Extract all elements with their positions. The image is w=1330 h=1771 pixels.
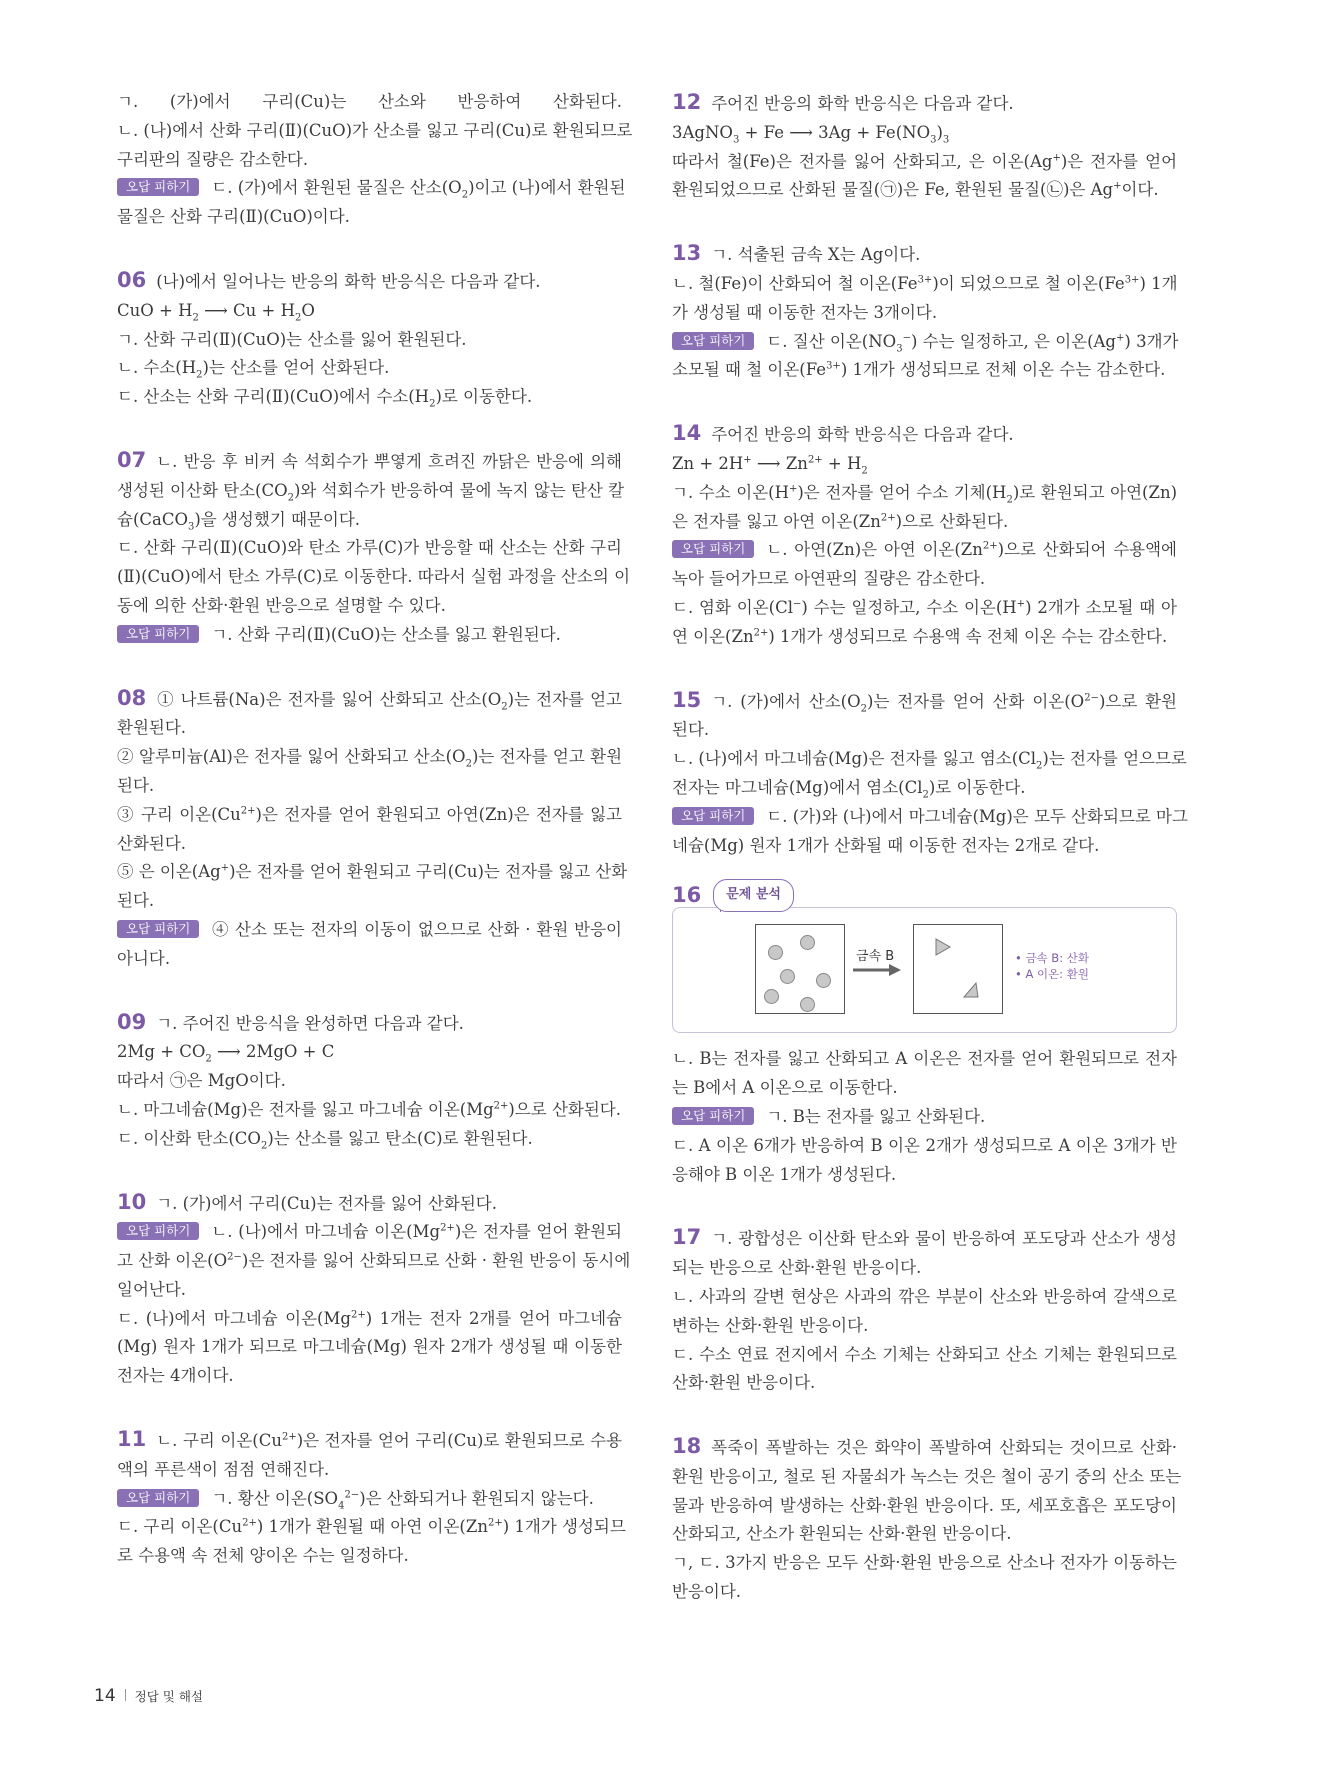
- figure-note: • 금속 B: 산화: [1015, 951, 1089, 966]
- answer-line: 반응이다.: [672, 1582, 742, 1602]
- question-number: 17: [672, 1225, 702, 1250]
- equation: Zn + 2H+ ⟶ $Zn^{2+} + H_2$: [672, 453, 868, 477]
- b-ions: [914, 925, 1002, 1013]
- avoid-wrong-badge: 오답 피하기: [672, 1107, 754, 1125]
- answer-line: 된다.: [117, 891, 155, 911]
- problem-analysis-tag: 문제 분석: [713, 879, 794, 912]
- answer-line: ㄷ. 이산화 탄소$(CO_2)$는 산소를 잃고 탄소(C)로 환원된다.: [117, 1128, 533, 1151]
- answer-line: 물질은 산화 구리(Ⅱ)(CuO)이다.: [117, 207, 350, 227]
- equation: $2Mg + CO_2$ ⟶ 2MgO + C: [117, 1042, 335, 1065]
- avoid-wrong-badge: 오답 피하기: [117, 920, 199, 938]
- question-number: 11: [117, 1427, 147, 1452]
- question-17: 17 ㄱ. 광합성은 이산화 탄소와 물이 반응하여 포도당과 산소가 생성: [672, 1225, 1177, 1250]
- answer-line: 생성된 이산화 탄소$(CO_2)$와 석회수가 반응하여 물에 녹지 않는 탄산 칼: [117, 480, 625, 504]
- avoid-wrong-badge: 오답 피하기: [117, 1489, 199, 1507]
- question-number: 06: [117, 267, 147, 292]
- reaction-figure: [672, 907, 1177, 1033]
- answer-line: 오답 피하기 ㄱ. B는 전자를 잃고 산화된다.: [672, 1103, 1177, 1132]
- answer-line: 오답 피하기 ㄷ. (가)에서 환원된 물질은 산소$(O_2)$이고 (나)에서 환원된: [117, 174, 622, 203]
- right-arrow-icon: [853, 964, 901, 976]
- answer-line: 은 전자를 잃고 아연 이온$(Zn^{2+})$으로 산화된다.: [672, 511, 1009, 531]
- answer-line: ㄷ. 산소는 산화 구리(Ⅱ)(CuO)에서 수소$(H_2)$로 이동한다.: [117, 387, 533, 410]
- a-ion: [800, 997, 815, 1012]
- question-number: 09: [117, 1009, 147, 1034]
- answer-line: 된다.: [117, 775, 155, 795]
- answer-line: ㄷ. A 이온 6개가 반응하여 B 이온 2개가 생성되므로 A 이온 3개가 반: [672, 1135, 1177, 1155]
- answer-line: ㄱ. (가)에서 구리(Cu)는 산소와 반응하여 산화된다.: [117, 92, 622, 111]
- answer-line: ㄱ. 수소 이온(H+)은 전자를 얻어 수소 기체$(H_2)$로 환원되고 아연(Zn): [672, 482, 1178, 506]
- answer-line: 응해야 B 이온 1개가 생성된다.: [672, 1164, 897, 1184]
- question-06: 06 (나)에서 일어나는 반응의 화학 반응식은 다음과 같다.: [117, 267, 541, 292]
- answer-line: 아니다.: [117, 948, 171, 968]
- a-ion: [768, 945, 783, 960]
- figure-note: • A 이온: 환원: [1015, 967, 1089, 982]
- a-ion: [764, 989, 779, 1004]
- answer-line: ㄴ. 철(Fe)이 산화되어 철 이온$(Fe^{3+})$이 되었으므로 철 이온$(Fe^{3+})$ 1개: [672, 273, 1178, 293]
- answer-line: 는 B에서 A 이온으로 이동한다.: [672, 1078, 898, 1098]
- answer-line: 오답 피하기 ㄱ. 산화 구리(Ⅱ)(CuO)는 산소를 잃고 환원된다.: [117, 621, 622, 650]
- answer-line: ㄷ. 염화 이온(Cl−) 수는 일정하고, 수소 이온(H+) 2개가 소모될 때 아: [672, 597, 1177, 617]
- answer-line: 오답 피하기 ㄴ. 아연(Zn)은 아연 이온$(Zn^{2+})$으로 산화되어 수용액에: [672, 536, 1177, 565]
- answer-line: 가 생성될 때 이동한 전자는 3개이다.: [672, 302, 938, 322]
- page-footer: [94, 1686, 203, 1706]
- answer-line: 된다.: [672, 720, 710, 740]
- avoid-wrong-badge: 오답 피하기: [117, 1222, 199, 1240]
- answer-line: 오답 피하기 ㄱ. 황산 이온$(SO_4^{2-})$은 산화되거나 환원되지 않는다.: [117, 1485, 622, 1514]
- left-column: [117, 88, 633, 1571]
- answer-line: ㄴ. 마그네슘(Mg)은 전자를 잃고 마그네슘 이온$(Mg^{2+})$으로 산화된다.: [117, 1099, 621, 1119]
- answer-line: 전자는 4개이다.: [117, 1366, 234, 1386]
- question-16-header: [672, 880, 1177, 910]
- answer-line: 소모될 때 철 이온$(Fe^{3+})$ 1개가 생성되므로 전체 이온 수는 감소한다.: [672, 360, 1166, 380]
- answer-line: ㄴ. 사과의 갈변 현상은 사과의 깎은 부분이 산소와 반응하여 갈색으로: [672, 1286, 1177, 1306]
- question-08: 08 ① 나트륨(Na)은 전자를 잃어 산화되고 산소$(O_2)$는 전자를 얻고: [117, 685, 622, 712]
- avoid-wrong-badge: 오답 피하기: [672, 540, 754, 558]
- question-number: 07: [117, 447, 147, 472]
- question-11: 11 ㄴ. 구리 이온$(Cu^{2+})$은 전자를 얻어 구리(Cu)로 환원되므로 수용: [117, 1427, 622, 1452]
- answer-line: 변하는 산화·환원 반응이다.: [672, 1315, 869, 1335]
- answer-line: ㄱ. 산화 구리(Ⅱ)(CuO)는 산소를 잃어 환원된다.: [117, 329, 467, 349]
- answer-line: ㄷ. 구리 이온$(Cu^{2+})$ 1개가 환원될 때 아연 이온$(Zn^{2+})$ 1개가 생성되므: [117, 1517, 626, 1537]
- answer-line: 산화되고, 산소가 환원되는 산화·환원 반응이다.: [672, 1524, 1012, 1544]
- answer-line: 산화·환원 반응이다.: [672, 1373, 816, 1393]
- question-07: 07 ㄴ. 반응 후 비커 속 석회수가 뿌옇게 흐려진 까닭은 반응에 의해: [117, 447, 622, 472]
- equation: CuO + $H_2$ ⟶ $Cu + H_2O$: [117, 300, 315, 324]
- answer-line: 환원되었으므로 산화된 물질(㉠)은 Fe, 환원된 물질(㉡)은 Ag+이다.: [672, 180, 1159, 200]
- answer-line: 환원된다.: [117, 718, 187, 738]
- answer-line: 구리판의 질량은 감소한다.: [117, 149, 309, 169]
- answer-line: ㄴ. (나)에서 마그네슘(Mg)은 전자를 잃고 염소$(Cl_2)$는 전자를 얻으므로: [672, 749, 1187, 772]
- answer-line: 슘(CaCO$_3$)을 생성했기 때문이다.: [117, 509, 360, 532]
- answer-line: 물과 반응하여 발생하는 산화·환원 반응이다. 또, 세포호흡은 포도당이: [672, 1495, 1177, 1515]
- question-number: 08: [117, 685, 147, 710]
- question-13: 13 ㄱ. 석출된 금속 X는 Ag이다.: [672, 241, 921, 266]
- answer-line: 녹아 들어가므로 아연판의 질량은 감소한다.: [672, 569, 986, 589]
- question-10: 10 ㄱ. (가)에서 구리(Cu)는 전자를 잃어 산화된다.: [117, 1189, 497, 1214]
- arrow-label: 금속 B: [856, 949, 895, 965]
- answer-line: 따라서 철(Fe)은 전자를 잃어 산화되고, 은 이온(Ag+)은 전자를 얻어: [672, 151, 1178, 171]
- page-number: 14: [94, 1686, 116, 1706]
- question-09: 09 ㄱ. 주어진 반응식을 완성하면 다음과 같다.: [117, 1009, 464, 1034]
- answer-line: 고 산화 이온$(O^{2-})$은 전자를 잃어 산화되므로 산화 · 환원 반응이 동시에: [117, 1251, 631, 1271]
- answer-line: (Mg) 원자 1개가 되므로 마그네슘(Mg) 원자 2개가 생성될 때 이동한: [117, 1337, 622, 1357]
- question-number: 14: [672, 421, 702, 446]
- answer-line: ㄷ. 수소 연료 전지에서 수소 기체는 산화되고 산소 기체는 환원되므로: [672, 1344, 1177, 1364]
- avoid-wrong-badge: 오답 피하기: [117, 625, 199, 643]
- question-12: 12 주어진 반응의 화학 반응식은 다음과 같다.: [672, 90, 1014, 114]
- answer-line: ③ 구리 이온$(Cu^{2+})$은 전자를 얻어 환원되고 아연(Zn)은 전자를 잃고: [117, 804, 622, 824]
- b-ion: [964, 983, 978, 997]
- beaker-after: [913, 924, 1003, 1014]
- answer-line: 산화된다.: [117, 833, 187, 853]
- a-ion: [816, 973, 831, 988]
- equation: 3AgNO$_3$ + Fe ⟶ $3Ag + Fe(NO_3)_3$: [672, 122, 950, 146]
- answer-line: ㄴ. B는 전자를 잃고 산화되고 A 이온은 전자를 얻어 환원되므로 전자: [672, 1049, 1177, 1069]
- answer-line: 따라서 ㉠은 MgO이다.: [117, 1071, 286, 1091]
- question-number: 15: [672, 687, 702, 712]
- right-column: [672, 88, 1188, 1607]
- question-number: 16: [672, 882, 702, 907]
- answer-line: 네슘(Mg) 원자 1개가 산화될 때 이동한 전자는 2개로 같다.: [672, 835, 1100, 855]
- answer-line: ㄷ. 산화 구리(Ⅱ)(CuO)와 탄소 가루(C)가 반응할 때 산소는 산화 구리: [117, 538, 622, 558]
- answer-line: ⑤ 은 이온(Ag+)은 전자를 얻어 환원되고 구리(Cu)는 전자를 잃고 산화: [117, 862, 628, 882]
- answer-line: 동에 의한 산화·환원 반응으로 설명할 수 있다.: [117, 595, 446, 615]
- answer-line: (Ⅱ)(CuO)에서 탄소 가루(C)로 이동한다. 따라서 실험 과정을 산소의 이: [117, 567, 631, 587]
- answer-line: 액의 푸른색이 점점 연해진다.: [117, 1459, 330, 1479]
- question-number: 10: [117, 1189, 147, 1214]
- answer-line: ㄴ. (나)에서 산화 구리(Ⅱ)(CuO)가 산소를 잃고 구리(Cu)로 환원되므로: [117, 120, 633, 140]
- question-number: 13: [672, 241, 702, 266]
- question-15: 15 ㄱ. (가)에서 산소$(O_2)$는 전자를 얻어 산화 이온$(O^{2-})$으로 환원: [672, 687, 1177, 714]
- question-number: 18: [672, 1434, 702, 1459]
- beaker-before: [755, 924, 845, 1014]
- avoid-wrong-badge: 오답 피하기: [117, 178, 199, 196]
- a-ion: [780, 969, 795, 984]
- answer-line: 연 이온$(Zn^{2+})$ 1개가 생성되므로 수용액 속 전체 이온 수는 감소한다.: [672, 626, 1168, 646]
- avoid-wrong-badge: 오답 피하기: [672, 807, 754, 825]
- answer-line: 로 수용액 속 전체 양이온 수는 일정하다.: [117, 1546, 409, 1566]
- footer-divider: [125, 1689, 126, 1701]
- answer-line: ② 알루미늄(Al)은 전자를 잃어 산화되고 산소$(O_2)$는 전자를 얻고 환원: [117, 747, 623, 770]
- avoid-wrong-badge: 오답 피하기: [672, 332, 754, 350]
- answer-line: ㄱ, ㄷ. 3가지 반응은 모두 산화·환원 반응으로 산소나 전자가 이동하는: [672, 1553, 1177, 1573]
- answer-line: 오답 피하기 ㄷ. 질산 이온$(NO_3^-)$ 수는 일정하고, 은 이온(Ag+) 3개가: [672, 328, 1177, 357]
- answer-line: 오답 피하기 ㄷ. (가)와 (나)에서 마그네슘(Mg)은 모두 산화되므로 마그: [672, 803, 1177, 832]
- question-14: 14 주어진 반응의 화학 반응식은 다음과 같다.: [672, 421, 1014, 446]
- answer-line: 환원 반응이고, 철로 된 자물쇠가 녹스는 것은 철이 공기 중의 산소 또는: [672, 1466, 1182, 1486]
- answer-line: 오답 피하기 ㄴ. (나)에서 마그네슘 이온$(Mg^{2+})$은 전자를 얻어 환원되: [117, 1218, 622, 1247]
- answer-line: ㄴ. 수소$(H_2)$는 산소를 얻어 산화된다.: [117, 358, 390, 381]
- question-18: 18 폭죽이 폭발하는 것은 화약이 폭발하여 산화되는 것이므로 산화·: [672, 1434, 1177, 1459]
- question-number: 12: [672, 90, 702, 114]
- answer-line: 되는 반응으로 산화·환원 반응이다.: [672, 1258, 922, 1278]
- answer-line: 일어난다.: [117, 1279, 187, 1299]
- answer-line: 전자는 마그네슘(Mg)에서 염소$(Cl_2)$로 이동한다.: [672, 777, 1026, 801]
- answer-line: 오답 피하기 ④ 산소 또는 전자의 이동이 없으므로 산화 · 환원 반응이: [117, 916, 622, 945]
- b-ion: [936, 939, 950, 955]
- a-ion: [800, 935, 815, 950]
- footer-title: 정답 및 해설: [134, 1689, 203, 1704]
- answer-line: ㄷ. (나)에서 마그네슘 이온$(Mg^{2+})$ 1개는 전자 2개를 얻어 마그네슘: [117, 1308, 622, 1328]
